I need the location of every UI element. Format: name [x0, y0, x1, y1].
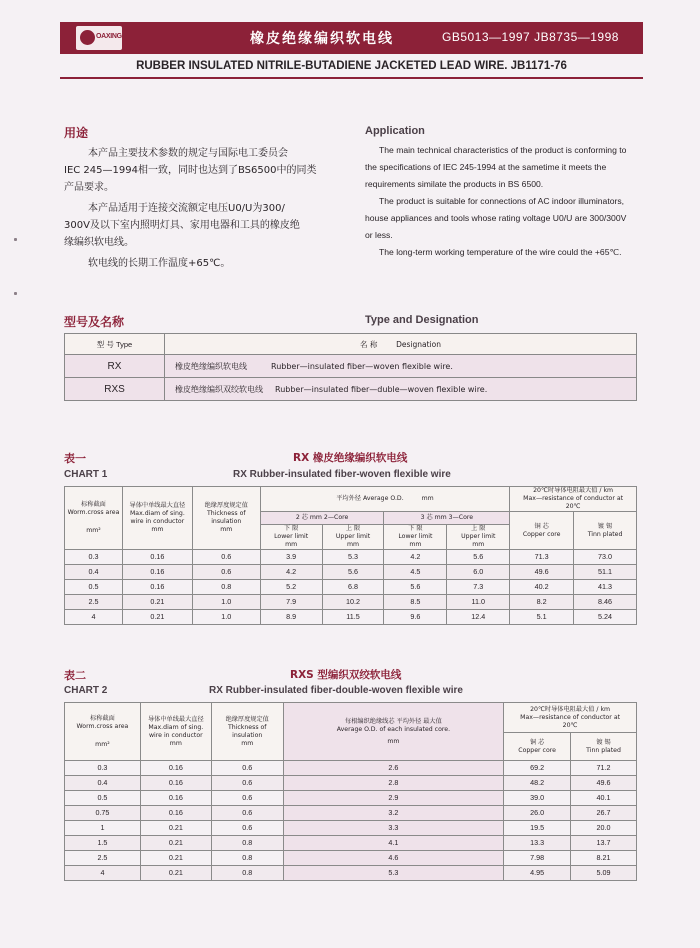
- table-cell: 40.1: [571, 791, 637, 806]
- table-cell: 0.16: [140, 776, 211, 791]
- table-cell: 0.4: [65, 776, 141, 791]
- designation-col-header: [165, 334, 637, 355]
- table-cell: 0.21: [140, 866, 211, 881]
- table-cell: 7.98: [504, 851, 571, 866]
- table-cell: 40.2: [510, 580, 574, 595]
- header-en: Average O.D. of each insulated core.: [336, 725, 451, 733]
- table-cell: 69.2: [504, 761, 571, 776]
- header-cn: 导体中单线最大直径: [147, 715, 204, 723]
- table-row: [65, 355, 637, 378]
- table-cell: 5.3: [283, 866, 504, 881]
- table-cell: 0.16: [140, 791, 211, 806]
- tin-header: [571, 733, 637, 761]
- header-unit: mm: [472, 541, 485, 548]
- table-cell: 41.3: [574, 580, 637, 595]
- standards-label: GB5013—1997 JB8735—1998: [442, 30, 619, 44]
- chart1-label-en: CHART 1: [64, 469, 108, 480]
- page-subtitle: RUBBER INSULATED NITRILE-BUTADIENE JACKETED LEAD WIRE. JB1171-76: [136, 60, 567, 72]
- table-cell: 0.21: [140, 836, 211, 851]
- chart2-table: [64, 702, 637, 881]
- table-cell: 0.5: [65, 580, 123, 595]
- header-cn: 下 限: [408, 525, 423, 532]
- table-cell: 0.21: [140, 851, 211, 866]
- type-designation: [165, 378, 637, 401]
- table-cell: 5.1: [510, 610, 574, 625]
- table-cell: 5.6: [384, 580, 447, 595]
- table-row: [65, 565, 637, 580]
- header-en: Worm.cross area: [67, 509, 120, 516]
- type-code: RXS: [65, 378, 165, 401]
- table-cell: 0.6: [211, 776, 283, 791]
- header-unit: mm: [285, 541, 298, 548]
- cn-line: 缘编织软电线。: [64, 237, 134, 248]
- table-row: [65, 610, 637, 625]
- table-cell: 8.5: [384, 595, 447, 610]
- table-cell: 71.3: [510, 550, 574, 565]
- header-en: Max—resistance of conductor at: [523, 495, 624, 502]
- header-en: Average O.D.: [362, 495, 404, 502]
- en-line: The main technical characteristics of the product is conforming to: [379, 145, 627, 155]
- table-cell: 0.16: [140, 761, 211, 776]
- header-cn: 上 限: [471, 525, 486, 532]
- table-cell: 8.21: [571, 851, 637, 866]
- table-cell: 3.2: [283, 806, 504, 821]
- table-cell: 3.3: [283, 821, 504, 836]
- three-core-header: 3 芯 mm 3—Core: [384, 512, 510, 525]
- cn-line: 产品要求。: [64, 182, 114, 193]
- table-cell: 4: [65, 866, 141, 881]
- table-cell: 4.1: [283, 836, 504, 851]
- table-cell: 0.3: [65, 761, 141, 776]
- table-cell: 1: [65, 821, 141, 836]
- header-en: Worm.cross area: [76, 722, 129, 730]
- header-en: Max.diam of sing. wire in conductor: [148, 723, 204, 739]
- page-title: 橡皮绝缘编织软电线: [250, 31, 394, 47]
- cn-line: 300V及以下室内照明灯具、家用电器和工具的橡皮绝: [64, 220, 300, 231]
- table-cell: 0.8: [211, 866, 283, 881]
- header-cn: 下 限: [283, 525, 299, 532]
- designation-en: Rubber—insulated fiber—woven flexible wire.: [271, 361, 453, 371]
- type-heading-cn: 型号及名称: [64, 315, 125, 329]
- table-cell: 9.6: [384, 610, 447, 625]
- application-text-en: [365, 142, 645, 261]
- chart1-table: [64, 486, 637, 625]
- table-cell: 0.21: [122, 610, 192, 625]
- chart2-label-en: CHART 2: [64, 685, 108, 696]
- header-cn: 绝缘厚度规定值: [204, 502, 248, 509]
- table-cell: 2.8: [283, 776, 504, 791]
- table-cell: 0.6: [211, 761, 283, 776]
- table-row: [65, 791, 637, 806]
- table-cell: 49.6: [571, 776, 637, 791]
- table-cell: 2.9: [283, 791, 504, 806]
- table-cell: 7.9: [260, 595, 322, 610]
- header-cn: 标称截面: [90, 714, 115, 722]
- header-en: Tinn plated: [586, 746, 621, 754]
- table-cell: 1.0: [192, 595, 260, 610]
- table-cell: 7.3: [447, 580, 510, 595]
- scan-mark: [14, 292, 17, 295]
- designation-cn: 橡皮绝缘编织双绞软电线: [175, 384, 263, 394]
- table-cell: 6.0: [447, 565, 510, 580]
- header-cn: 平均外径: [336, 495, 361, 502]
- header-cn: 镀 锡: [597, 522, 613, 530]
- cn-line: 本产品适用于连接交流额定电压U0/U为300/: [88, 203, 285, 214]
- table-cell: 0.75: [65, 806, 141, 821]
- copper-header: [510, 512, 574, 550]
- en-line: The product is suitable for connections of AC indoor illuminators,: [379, 196, 625, 206]
- table-cell: 4.2: [384, 550, 447, 565]
- table-cell: 4.6: [283, 851, 504, 866]
- table-cell: 0.16: [140, 806, 211, 821]
- table-cell: 0.6: [211, 791, 283, 806]
- table-row: [65, 378, 637, 401]
- header-unit: mm: [387, 737, 400, 745]
- table-cell: 13.3: [504, 836, 571, 851]
- table-cell: 0.16: [122, 580, 192, 595]
- table-cell: 1.5: [65, 836, 141, 851]
- table-cell: 49.6: [510, 565, 574, 580]
- table-cell: 51.1: [574, 565, 637, 580]
- header-en: Copper core: [522, 530, 561, 538]
- table-cell: 26.7: [571, 806, 637, 821]
- table-cell: 8.46: [574, 595, 637, 610]
- designation-en: Rubber—insulated fiber—duble—woven flexible wire.: [275, 384, 488, 394]
- table-row: [65, 866, 637, 881]
- table-cell: 73.0: [574, 550, 637, 565]
- table-cell: 71.2: [571, 761, 637, 776]
- resistance-header: [510, 487, 637, 512]
- application-text-cn: [64, 145, 340, 272]
- application-heading-cn: 用途: [64, 126, 89, 140]
- designation-cn: 橡皮绝缘编织软电线: [175, 361, 247, 371]
- table-cell: 26.0: [504, 806, 571, 821]
- table-cell: 13.7: [571, 836, 637, 851]
- header-cn: 铜 芯: [534, 522, 549, 530]
- application-heading-en: Application: [365, 125, 425, 137]
- header-unit: mm: [347, 541, 360, 548]
- table-cell: 2.5: [65, 851, 141, 866]
- header-cn: 导体中单线最大直径: [129, 502, 186, 509]
- resistance-header: [504, 703, 637, 733]
- chart1-title-cn: RX 橡皮绝缘编织软电线: [293, 452, 408, 464]
- type-heading-en: Type and Designation: [365, 314, 479, 326]
- table-row: [65, 851, 637, 866]
- table-cell: 12.4: [447, 610, 510, 625]
- header-unit: mm: [151, 526, 164, 533]
- en-line: house appliances and tools whose rating voltage U0/U are 300/300V: [365, 213, 627, 223]
- cn-line: 本产品主要技术参数的规定与国际电工委员会: [88, 148, 288, 159]
- table-cell: 0.16: [122, 550, 192, 565]
- insulation-header: [211, 703, 283, 761]
- type-designation: [165, 355, 637, 378]
- table-cell: 0.6: [211, 821, 283, 836]
- logo-mark-icon: [80, 30, 95, 45]
- chart2-title-en: RX Rubber-insulated fiber-double-woven flexible wire: [209, 685, 463, 696]
- table-cell: 0.16: [122, 565, 192, 580]
- en-line: The long-term working temperature of the wire could the +65℃.: [379, 247, 622, 257]
- table-cell: 0.3: [65, 550, 123, 565]
- type-col-header: 型 号 Type: [65, 334, 165, 355]
- en-line: requirements similate the products in BS 6500.: [365, 179, 544, 189]
- cn-line: IEC 245—1994相一致，同时也达到了BS6500中的同类: [64, 165, 317, 176]
- table-cell: 6.8: [322, 580, 384, 595]
- chart1-title-en: RX Rubber-insulated fiber-woven flexible wire: [233, 469, 451, 480]
- table-cell: 0.6: [192, 550, 260, 565]
- header-cn: 镀 锡: [596, 738, 611, 746]
- table-cell: 0.4: [65, 565, 123, 580]
- table-row: [65, 580, 637, 595]
- table-cell: 5.6: [447, 550, 510, 565]
- header-unit: mm: [169, 739, 182, 747]
- table-cell: 19.5: [504, 821, 571, 836]
- table-row: [65, 761, 637, 776]
- table-cell: 1.0: [192, 610, 260, 625]
- header-en: Tinn plated: [587, 530, 623, 538]
- designation-header-en: Designation: [396, 339, 442, 349]
- header-cn: 20℃时导体电阻最大值 / km: [530, 705, 611, 713]
- copper-header: [504, 733, 571, 761]
- header-cn: 标称截面: [81, 501, 106, 508]
- table-cell: 4.5: [384, 565, 447, 580]
- conductor-header: [140, 703, 211, 761]
- table-cell: 4: [65, 610, 123, 625]
- table-cell: 0.8: [211, 836, 283, 851]
- table-cell: 5.09: [571, 866, 637, 881]
- two-core-header: 2 芯 mm 2—Core: [260, 512, 384, 525]
- table-row: [65, 595, 637, 610]
- header-unit: mm²: [95, 740, 110, 748]
- header-cn: 铜 芯: [529, 738, 545, 746]
- header-unit: mm: [409, 541, 422, 548]
- header-en: Thickness of insulation: [227, 723, 267, 739]
- table-cell: 4.95: [504, 866, 571, 881]
- table-cell: 8.2: [510, 595, 574, 610]
- table-cell: 0.8: [192, 580, 260, 595]
- designation-header-cn: 名 称: [359, 339, 378, 349]
- table-row: [65, 836, 637, 851]
- type-table: [64, 333, 637, 401]
- type-code: RX: [65, 355, 165, 378]
- chart2-title-cn: RXS 型编织双绞软电线: [290, 669, 402, 681]
- table-row: [65, 776, 637, 791]
- company-logo: [76, 26, 122, 50]
- header-temp: 20℃: [562, 721, 578, 729]
- table-row: [65, 806, 637, 821]
- table-cell: 8.9: [260, 610, 322, 625]
- table-cell: 0.8: [211, 851, 283, 866]
- table-cell: 10.2: [322, 595, 384, 610]
- table-cell: 2.6: [283, 761, 504, 776]
- table-cell: 20.0: [571, 821, 637, 836]
- header-banner: [60, 22, 643, 54]
- header-en: Upper limit: [335, 533, 371, 540]
- table-cell: 5.6: [322, 565, 384, 580]
- table-cell: 0.21: [122, 595, 192, 610]
- table-cell: 0.21: [140, 821, 211, 836]
- table-cell: 11.5: [322, 610, 384, 625]
- lower-limit-header: [260, 525, 322, 550]
- upper-limit-header: [447, 525, 510, 550]
- table-cell: 0.6: [211, 806, 283, 821]
- cn-line: 软电线的长期工作温度+65℃。: [88, 258, 231, 269]
- header-cn: 20℃时导体电阻最大值 / km: [533, 487, 614, 494]
- area-header: [65, 487, 123, 550]
- table-cell: 3.9: [260, 550, 322, 565]
- table-cell: 39.0: [504, 791, 571, 806]
- table-cell: 2.5: [65, 595, 123, 610]
- header-unit: mm: [241, 739, 254, 747]
- area-header: [65, 703, 141, 761]
- header-unit: mm²: [86, 527, 101, 534]
- table-row: [65, 550, 637, 565]
- header-unit: mm: [421, 495, 434, 502]
- header-unit: mm: [220, 526, 233, 533]
- lower-limit-header: [384, 525, 447, 550]
- chart2-label-cn: 表二: [64, 669, 86, 682]
- od-header: [283, 703, 504, 761]
- header-divider: [60, 77, 643, 79]
- en-line: the specifications of IEC 245-1994 at the sametime it meets the: [365, 162, 607, 172]
- table-cell: 0.5: [65, 791, 141, 806]
- table-row: [65, 821, 637, 836]
- od-header: [260, 487, 510, 512]
- table-cell: 0.6: [192, 565, 260, 580]
- header-en: Lower limit: [398, 533, 433, 540]
- header-cn: 上 限: [345, 525, 361, 532]
- header-en: Max—resistance of conductor at: [520, 713, 621, 721]
- table-cell: 5.2: [260, 580, 322, 595]
- table-cell: 11.0: [447, 595, 510, 610]
- header-en: Lower limit: [274, 533, 309, 540]
- table-cell: 5.3: [322, 550, 384, 565]
- header-en: Thickness of insulation: [207, 510, 246, 525]
- upper-limit-header: [322, 525, 384, 550]
- table-cell: 48.2: [504, 776, 571, 791]
- en-line: or less.: [365, 230, 393, 240]
- chart1-label-cn: 表一: [64, 452, 86, 465]
- header-en: Upper limit: [461, 533, 496, 540]
- header-temp: 20℃: [565, 503, 581, 510]
- insulation-header: [192, 487, 260, 550]
- table-cell: 5.24: [574, 610, 637, 625]
- scan-mark: [14, 238, 17, 241]
- table-cell: 4.2: [260, 565, 322, 580]
- logo-text: OAXING: [96, 33, 122, 40]
- header-en: Copper core: [518, 746, 556, 754]
- header-cn: 每根编织绝缘线芯 平均外径 最大值: [345, 717, 442, 725]
- header-en: Max.diam of sing. wire in conductor: [129, 510, 185, 525]
- conductor-header: [122, 487, 192, 550]
- tin-header: [574, 512, 637, 550]
- header-cn: 绝缘厚度规定值: [225, 715, 269, 723]
